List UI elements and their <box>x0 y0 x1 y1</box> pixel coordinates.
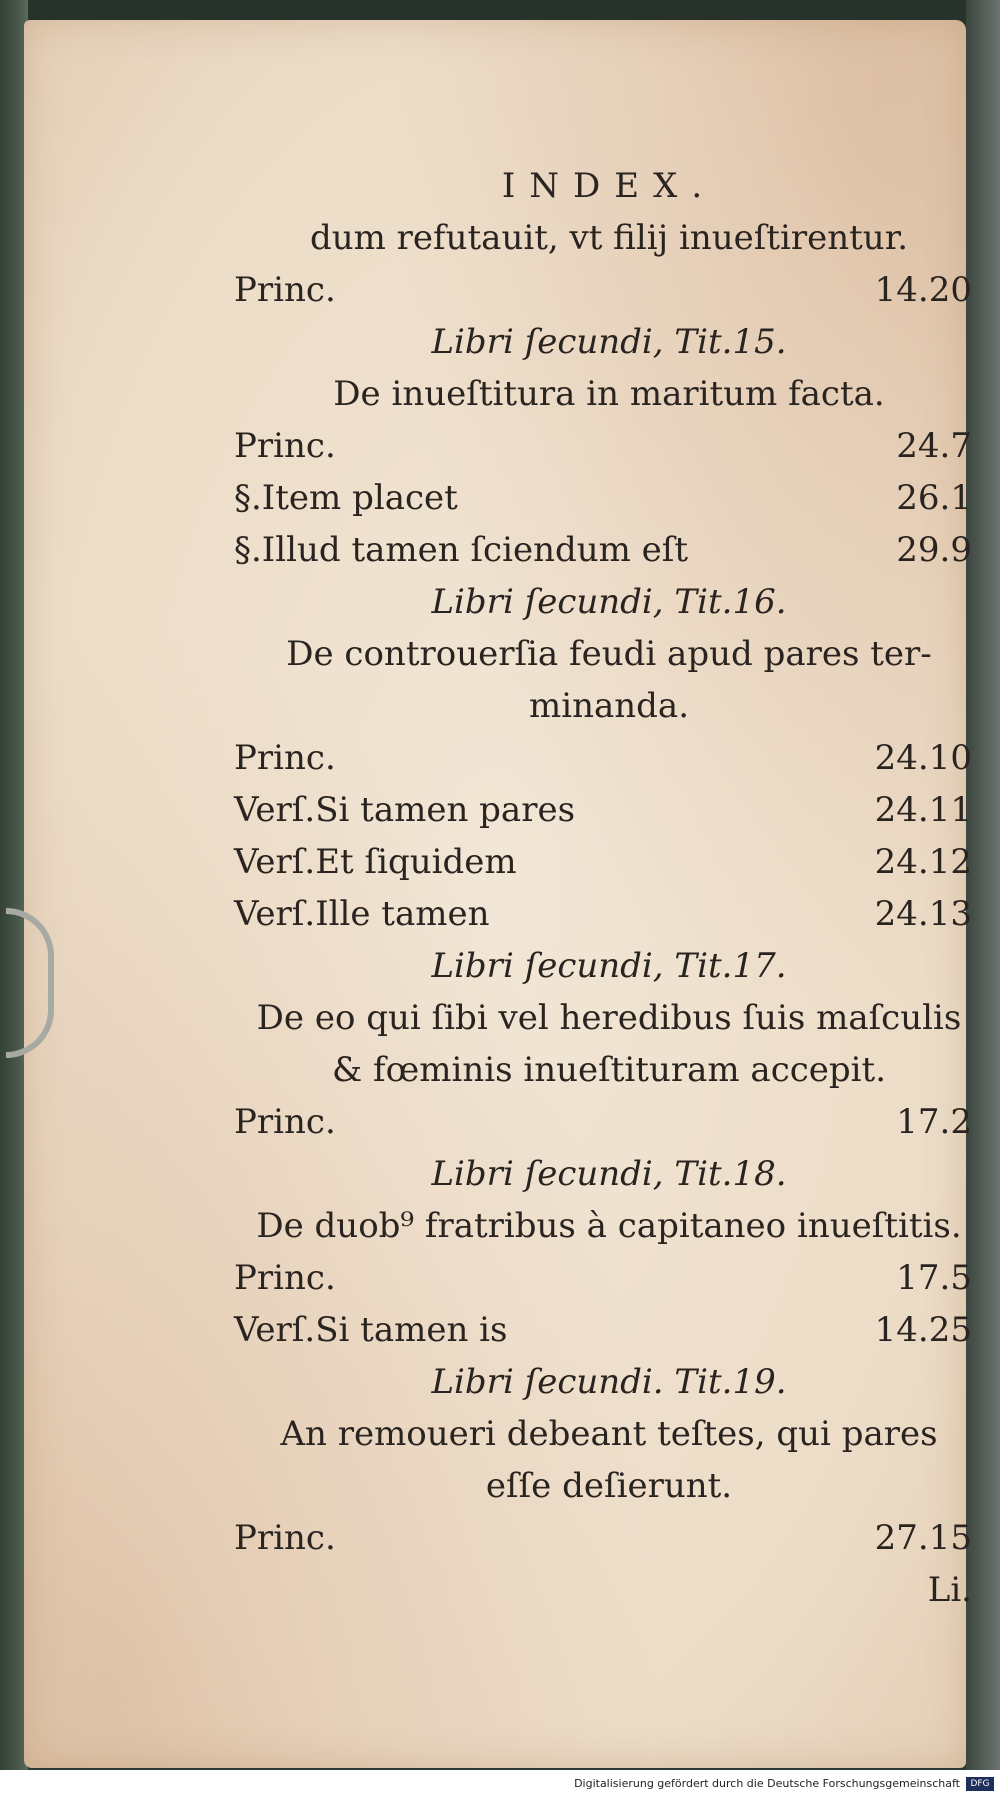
index-entry <box>234 472 984 524</box>
section-heading-line: dum refutauit, vt filij inueſtirentur. <box>309 218 909 258</box>
entry-reference: 14.25 <box>874 1310 972 1350</box>
entry-label: Verſ.Ille tamen <box>234 894 490 934</box>
section-heading-line: De controuerſia feudi apud pares ter- <box>286 634 932 674</box>
dfg-logo: DFG <box>966 1777 994 1791</box>
section-title: Libri ſecundi. Tit.19. <box>431 1362 787 1402</box>
book-page <box>24 20 972 1768</box>
entry-reference: 24.12 <box>874 842 972 882</box>
index-entry <box>234 888 984 940</box>
section-heading-line: minanda. <box>528 686 690 726</box>
entry-reference: 24.10 <box>874 738 972 778</box>
entry-label: Verſ.Si tamen pares <box>234 790 576 830</box>
entry-reference: 27.15 <box>874 1518 972 1558</box>
entry-label: Princ. <box>234 270 336 310</box>
footer-credit-text: Digitalisierung gefördert durch die Deutsche Forschungsgemeinschaft <box>574 1777 960 1790</box>
index-entry <box>234 732 984 784</box>
entry-reference: 26.1 <box>896 478 972 518</box>
index-text-block <box>234 160 984 1616</box>
section-title: Libri ſecundi, Tit.15. <box>431 322 787 362</box>
entry-label: §.Illud tamen ſciendum eſt <box>234 530 689 570</box>
index-entry <box>234 1512 984 1564</box>
entry-label: Princ. <box>234 738 336 778</box>
entry-label: §.Item placet <box>234 478 458 518</box>
catchword: Li. <box>927 1570 972 1610</box>
section-heading-line: An remoueri debeant teſtes, qui pares <box>280 1414 938 1454</box>
section-heading-line: eſſe deſierunt. <box>485 1466 733 1506</box>
index-entry <box>234 1252 984 1304</box>
index-entry <box>234 420 984 472</box>
section-title: Libri ſecundi, Tit.16. <box>431 582 787 622</box>
digitization-footer <box>0 1770 1000 1798</box>
section-heading-line: De inueſtitura in maritum facta. <box>333 374 885 414</box>
entry-reference: 24.7 <box>896 426 972 466</box>
entry-label: Princ. <box>234 1102 336 1142</box>
index-entry <box>234 1304 984 1356</box>
section-title: Libri ſecundi, Tit.18. <box>431 1154 787 1194</box>
entry-label: Princ. <box>234 1518 336 1558</box>
index-entry <box>234 264 984 316</box>
entry-reference: 14.20 <box>874 270 972 310</box>
section-heading-line: De eo qui ſibi vel heredibus ſuis maſculis <box>256 998 962 1038</box>
index-lines <box>234 212 984 1616</box>
index-entry <box>234 524 984 576</box>
section-title: Libri ſecundi, Tit.17. <box>431 946 787 986</box>
page-header: INDEX. <box>501 166 717 206</box>
entry-label: Verſ.Si tamen is <box>234 1310 508 1350</box>
entry-reference: 24.13 <box>874 894 972 934</box>
section-heading-line: & fœminis inueſtituram accepit. <box>331 1050 887 1090</box>
section-heading-line: De duob⁹ fratribus à capitaneo inueſtitis. <box>256 1206 962 1246</box>
entry-reference: 17.2 <box>896 1102 972 1142</box>
entry-label: Verſ.Et ſiquidem <box>234 842 517 882</box>
entry-label: Princ. <box>234 1258 336 1298</box>
entry-reference: 29.9 <box>896 530 972 570</box>
index-entry <box>234 784 984 836</box>
entry-reference: 24.11 <box>874 790 972 830</box>
index-entry <box>234 836 984 888</box>
entry-label: Princ. <box>234 426 336 466</box>
entry-reference: 17.5 <box>896 1258 972 1298</box>
index-entry <box>234 1096 984 1148</box>
